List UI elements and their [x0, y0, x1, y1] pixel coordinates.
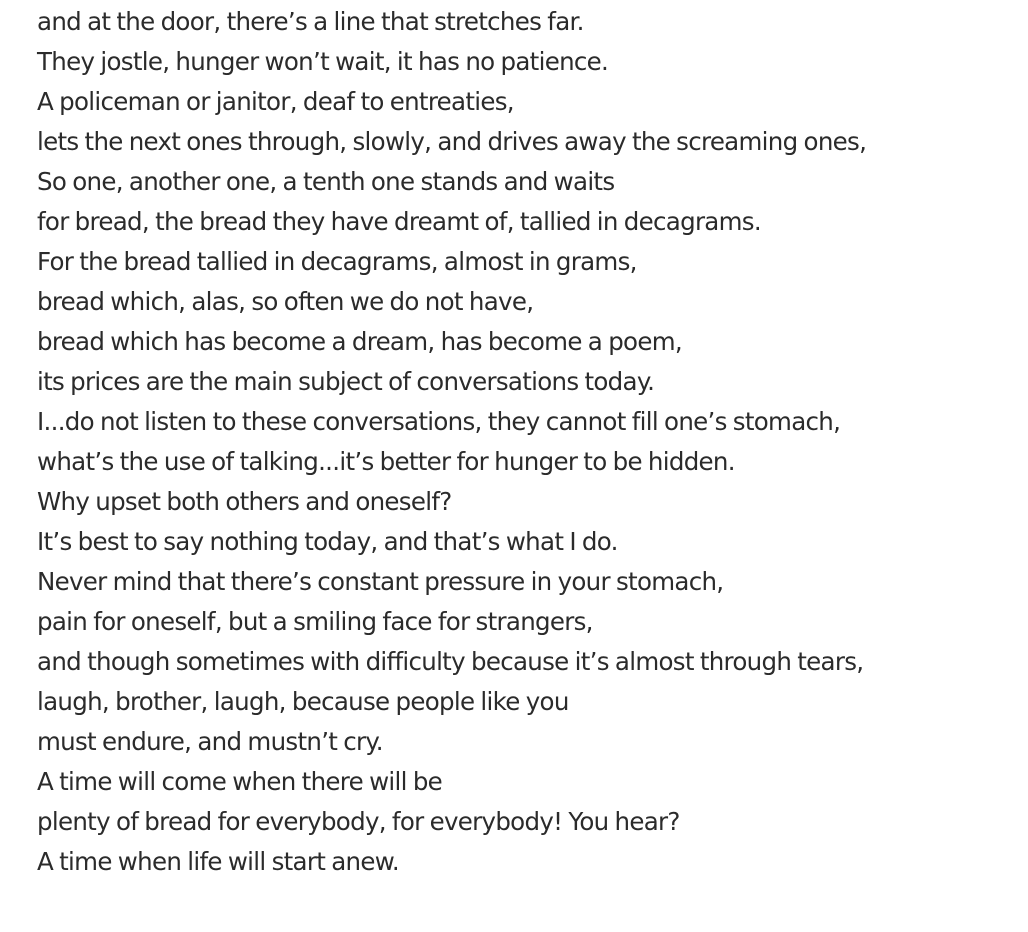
poem-line: and though sometimes with difficulty because it’s almost through tears,	[37, 647, 864, 676]
poem-line: laugh, brother, laugh, because people like you	[37, 687, 569, 716]
poem-line: bread which, alas, so often we do not have,	[37, 287, 534, 316]
poem-line: pain for oneself, but a smiling face for strangers,	[37, 607, 593, 636]
poem-line: I...do not listen to these conversations, they cannot fill one’s stomach,	[37, 407, 841, 436]
poem-line: It’s best to say nothing today, and that’s what I do.	[37, 527, 618, 556]
poem-line: A policeman or janitor, deaf to entreaties,	[37, 87, 514, 116]
poem-line: Never mind that there’s constant pressure in your stomach,	[37, 567, 724, 596]
poem-line: For the bread tallied in decagrams, almost in grams,	[37, 247, 637, 276]
poem-line: Why upset both others and oneself?	[37, 487, 452, 516]
poem-line: lets the next ones through, slowly, and drives away the screaming ones,	[37, 127, 867, 156]
poem-line: its prices are the main subject of conversations today.	[37, 367, 655, 396]
poem-line: for bread, the bread they have dreamt of, tallied in decagrams.	[37, 207, 761, 236]
poem-line: A time will come when there will be	[37, 767, 443, 796]
poem-line: and at the door, there’s a line that stretches far.	[37, 7, 584, 36]
poem-text	[37, 2, 1017, 882]
poem-line: They jostle, hunger won’t wait, it has no patience.	[37, 47, 609, 76]
poem-line: bread which has become a dream, has become a poem,	[37, 327, 682, 356]
poem-line: what’s the use of talking...it’s better for hunger to be hidden.	[37, 447, 735, 476]
poem-line: A time when life will start anew.	[37, 847, 399, 876]
poem-line: plenty of bread for everybody, for everybody! You hear?	[37, 807, 680, 836]
poem-line: So one, another one, a tenth one stands and waits	[37, 167, 615, 196]
poem-line: must endure, and mustn’t cry.	[37, 727, 383, 756]
